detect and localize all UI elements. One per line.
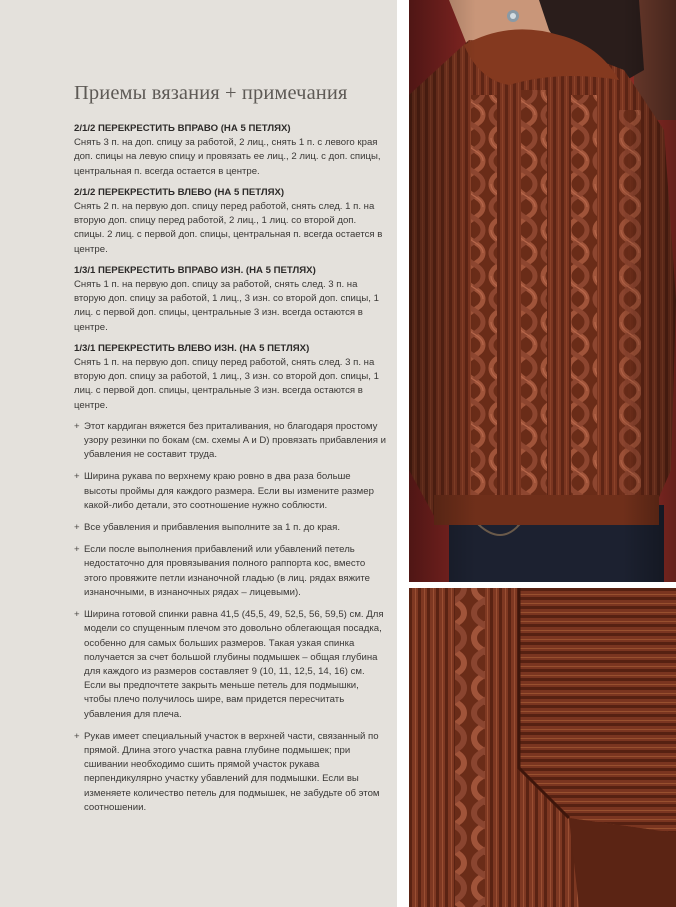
note-text: Этот кардиган вяжется без приталивания, но благодаря простому узору резинки по бокам (см. схемы A и D) провязать прибавления и убавления не составит труда. — [84, 420, 386, 461]
plus-bullet-icon: + — [74, 730, 80, 742]
sweater-back-illustration — [409, 0, 676, 582]
technique-block — [74, 342, 386, 413]
technique-block — [74, 264, 386, 335]
note-item — [74, 470, 386, 513]
technique-title: 2/1/2 ПЕРЕКРЕСТИТЬ ВЛЕВО (НА 5 ПЕТЛЯХ) — [74, 186, 285, 198]
note-item — [74, 543, 386, 600]
technique-block — [74, 122, 386, 179]
technique-title: 2/1/2 ПЕРЕКРЕСТИТЬ ВПРАВО (НА 5 ПЕТЛЯХ) — [74, 123, 291, 134]
technique-title: 1/3/1 ПЕРЕКРЕСТИТЬ ВЛЕВО ИЗН. (НА 5 ПЕТЛЯХ) — [74, 342, 310, 354]
note-item — [74, 730, 386, 815]
note-item — [74, 420, 386, 463]
technique-text: Снять 2 п. на первую доп. спицу перед работой, снять след. 1 п. на вторую доп. спицу перед работой, 2 лиц., 1 лиц. со второй доп. спицы. 2 лиц. с первой доп. спицы, центральная п. всегда остается в центре. — [74, 201, 383, 255]
note-text: Если после выполнения прибавлений или убавлений петель недостаточно для провязывания полного раппорта кос, вместо этого провяжите петли изнаночной гладью (в лиц. рядах вяжите изнаночными, в изнаночных рядах – лицевыми). — [84, 544, 371, 598]
plus-bullet-icon: + — [74, 471, 80, 483]
note-text: Ширина готовой спинки равна 41,5 (45,5, 49, 52,5, 56, 59,5) см. Для модели со спущенным плечом это довольно облегающая посадка, особенно для самых больших размеров. Такая узкая спинка получается за счет большой глубины подмышек – общая глубина для каждого из размеров составляет 9 (10, 11, 12,5, 14, 16) см. Если вы предпочтете закрыть меньше петель для подмышки, чтобы плечо получилось шире, вам придется пересчитать убавления для плеча. — [84, 609, 384, 720]
technique-block — [74, 186, 386, 257]
plus-bullet-icon: + — [74, 420, 80, 432]
page-title: Приемы вязания + примечания — [74, 82, 348, 104]
note-item — [74, 608, 386, 722]
column-gutter — [397, 0, 409, 907]
plus-bullet-icon: + — [74, 544, 80, 556]
sweater-back-photo — [409, 0, 676, 582]
note-text: Ширина рукава по верхнему краю ровно в два раза больше высоты проймы для каждого размера. Если вы измените размер какой-либо детали, это соотношение нужно соблюсти. — [84, 471, 374, 511]
technique-text: Снять 1 п. на первую доп. спицу перед работой, снять след. 3 п. на вторую доп. спицу за работой, 1 лиц., 3 изн. со второй доп. спицы, 1 лиц. с первой доп. спицы, центральные 3 изн. всегда остаются в центре. — [74, 357, 379, 411]
technique-title: 1/3/1 ПЕРЕКРЕСТИТЬ ВПРАВО ИЗН. (НА 5 ПЕТЛЯХ) — [74, 264, 316, 276]
technique-text: Снять 1 п. на первую доп. спицу за работой, снять след. 3 п. на вторую доп. спицу за работой, 1 лиц., 3 изн. со второй доп. спицы, 1 лиц. с первой доп. спицы, центральные 3 изн. всегда остаются в центре. — [74, 279, 379, 333]
sleeve-detail-illustration — [409, 588, 676, 907]
note-item — [74, 521, 386, 535]
note-text: Все убавления и прибавления выполните за 1 п. до края. — [84, 522, 340, 534]
sleeve-detail-photo — [409, 588, 676, 907]
technique-text: Снять 3 п. на доп. спицу за работой, 2 лиц., снять 1 п. с левого края доп. спицы на левую спицу и провязать ее лиц., 2 лиц. с доп. спицы, центральная п. всегда остается в центре. — [74, 137, 381, 177]
notes-list — [74, 420, 386, 815]
note-text: Рукав имеет специальный участок в верхней части, связанный по прямой. Длина этого участка равна глубине подмышек; при сшивании необходимо сшить прямой участок рукава перпендикулярно участку убавлений для подмышки. Если вы изменяете количество петель для подмышек, не забудьте об этом соотношении. — [84, 730, 380, 813]
plus-bullet-icon: + — [74, 522, 80, 534]
content — [74, 122, 386, 823]
plus-bullet-icon: + — [74, 609, 80, 621]
